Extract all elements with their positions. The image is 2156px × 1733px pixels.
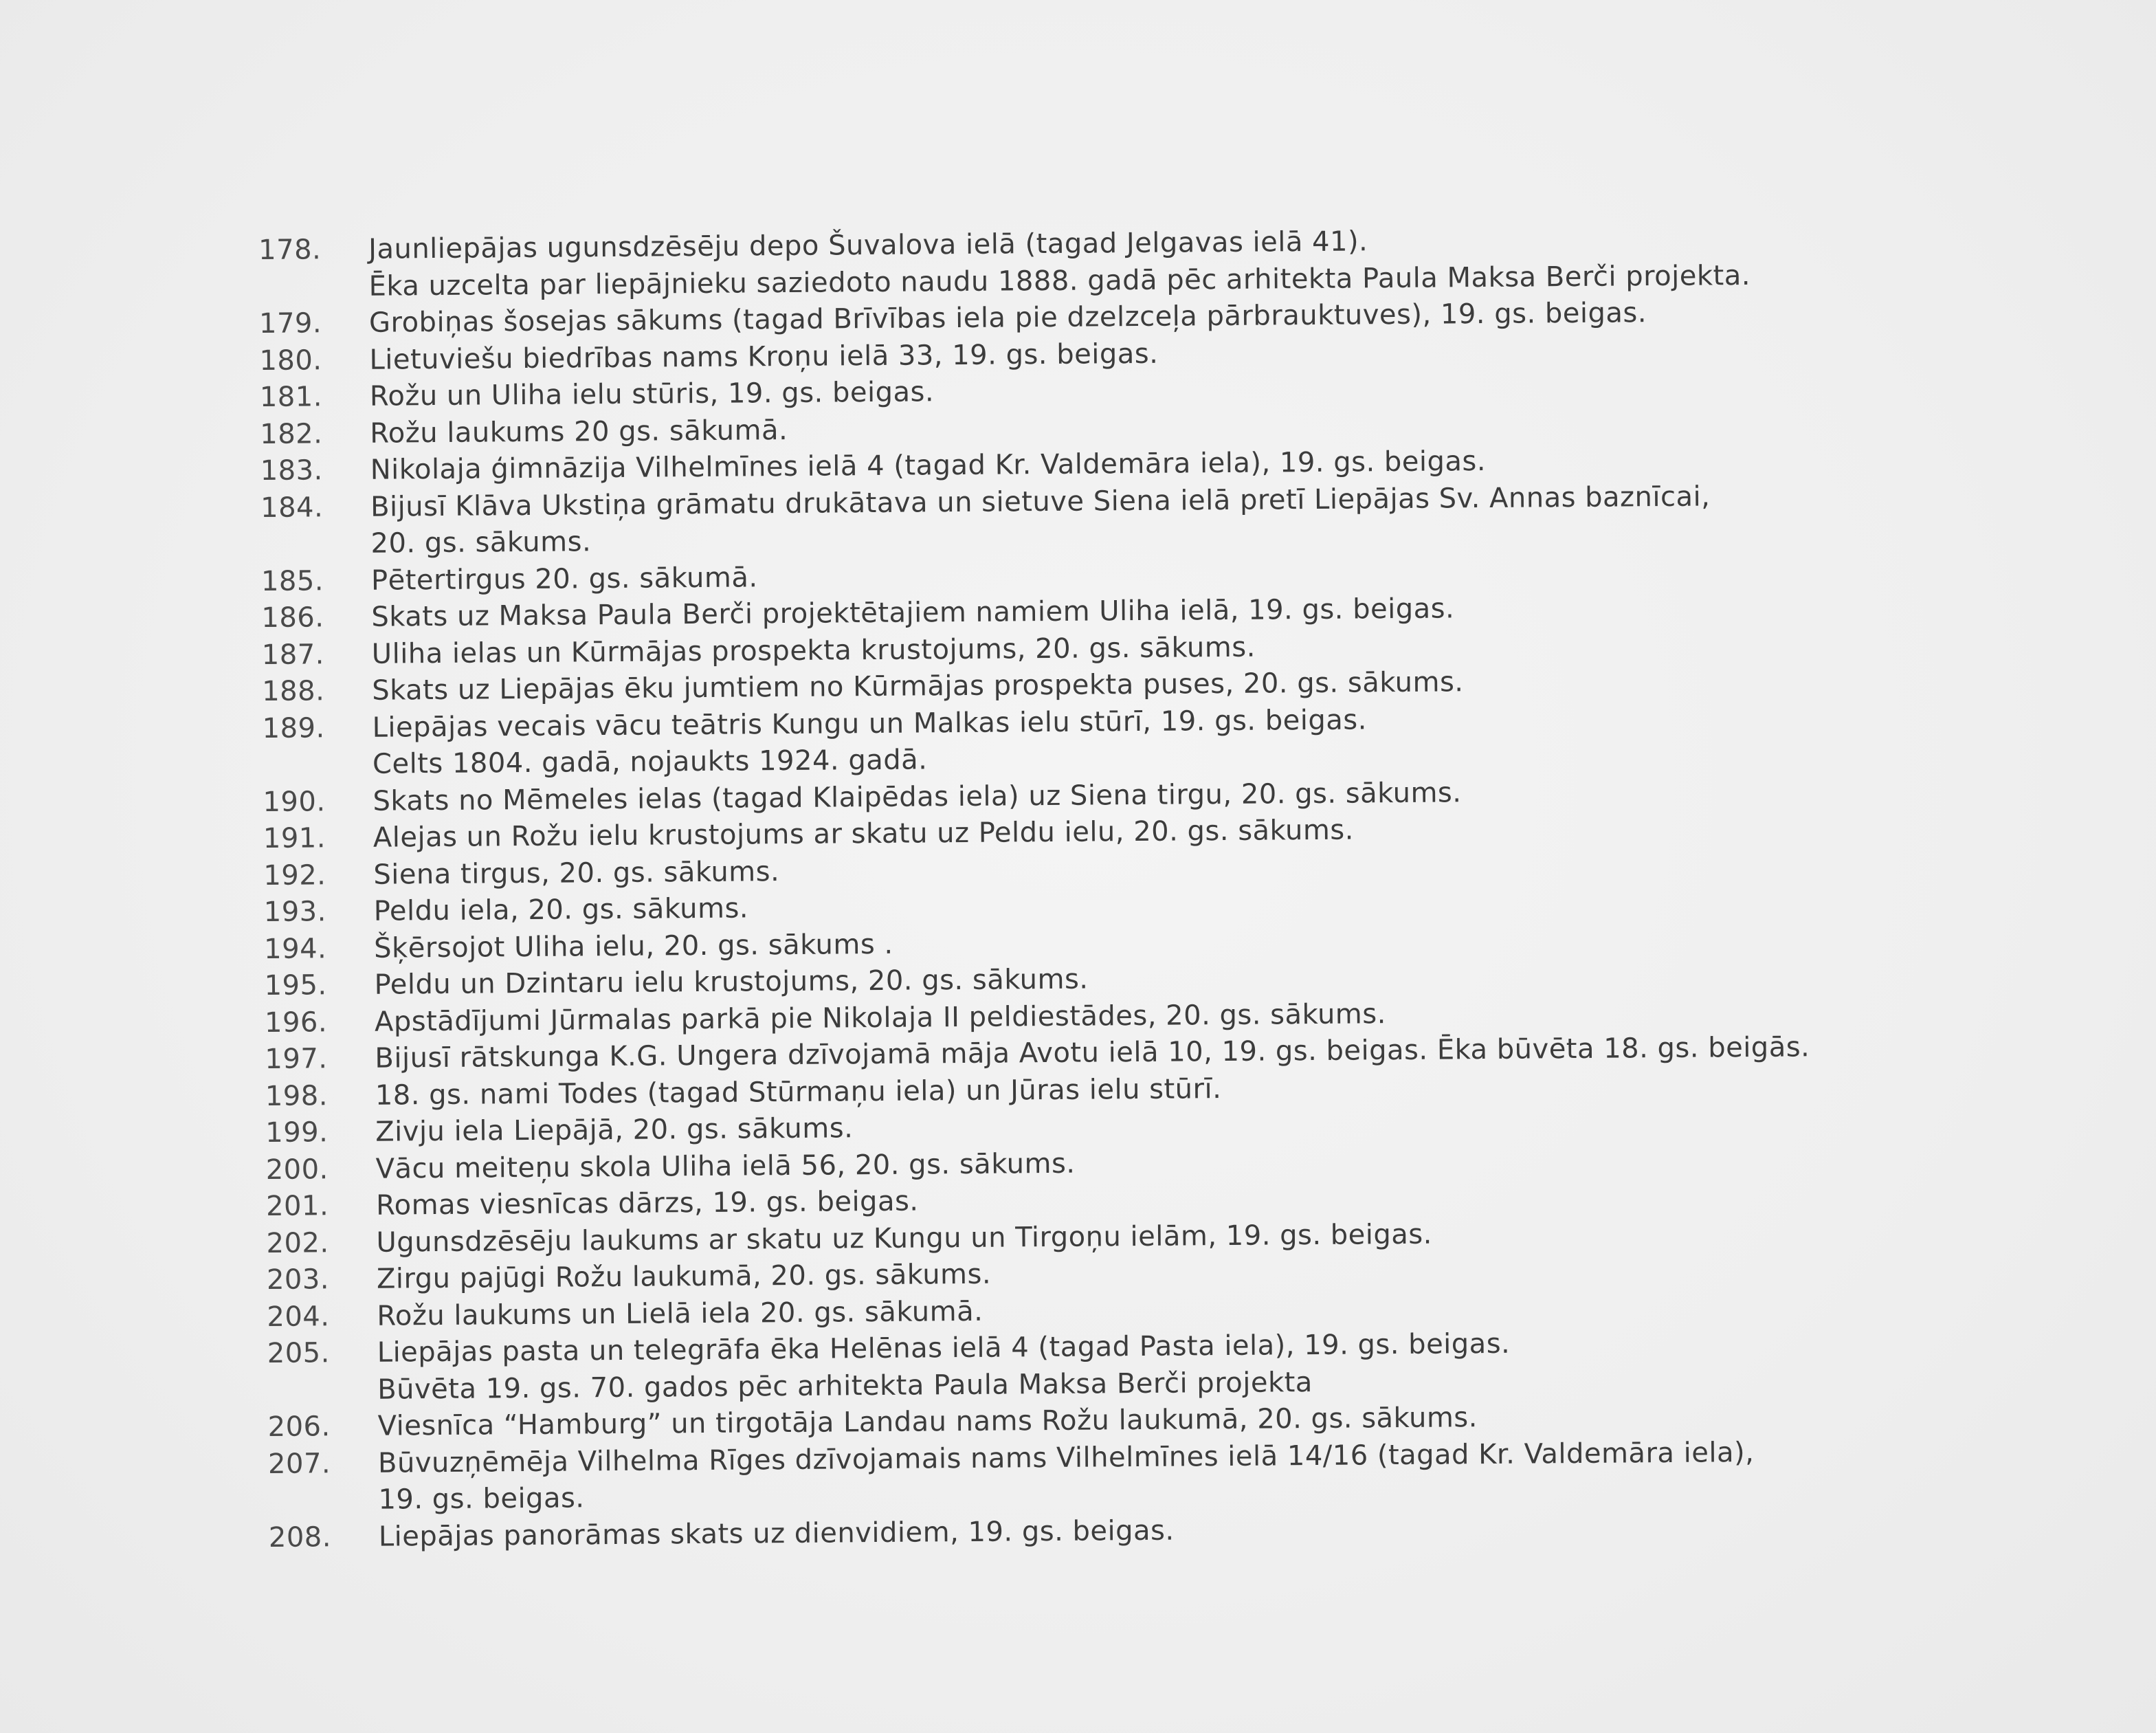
caption-line: Vācu meiteņu skola Uliha ielā 56, 20. gs. sākums.: [375, 1147, 1076, 1185]
caption-number: 180.: [259, 344, 322, 377]
caption-number: 198.: [265, 1079, 329, 1112]
caption-line: Apstādījumi Jūrmalas parkā pie Nikolaja II peldiestādes, 20. gs. sākums.: [374, 997, 1387, 1038]
caption-line: Šķērsojot Uliha ielu, 20. gs. sākums .: [374, 928, 893, 964]
caption-number: 178.: [258, 234, 322, 266]
caption-line: Ugunsdzēsēju laukums ar skatu uz Kungu un Tirgoņu ielām, 19. gs. beigas.: [376, 1218, 1433, 1259]
caption-line: Uliha ielas un Kūrmājas prospekta krustojums, 20. gs. sākums.: [371, 631, 1256, 670]
caption-number: 188.: [262, 675, 325, 707]
caption-line: Siena tirgus, 20. gs. sākums.: [373, 855, 780, 891]
caption-number: 185.: [260, 564, 324, 597]
caption-list: [258, 219, 1918, 1556]
caption-line: Rožu laukums un Lielā iela 20. gs. sākumā.: [377, 1295, 983, 1332]
caption-entry: [267, 1323, 1918, 1409]
caption-number: 181.: [259, 381, 323, 413]
caption-line: Romas viesnīcas dārzs, 19. gs. beigas.: [375, 1185, 919, 1222]
caption-line: Liepājas pasta un telegrāfa ēka Helēnas ielā 4 (tagad Pasta iela), 19. gs. beigas.: [377, 1327, 1511, 1369]
caption-line: Celts 1804. gadā, nojaukts 1924. gadā.: [372, 744, 928, 780]
caption-line: Rožu un Uliha ielu stūris, 19. gs. beigas.: [369, 376, 935, 412]
caption-number: 194.: [264, 932, 327, 965]
caption-number: 195.: [264, 969, 327, 1002]
caption-entry: [268, 1433, 1918, 1520]
caption-number: 186.: [261, 601, 324, 634]
caption-text: [370, 477, 1911, 563]
caption-entry: [258, 219, 1909, 306]
caption-line: Jaunliepājas ugunsdzēsēju depo Šuvalova ielā (tagad Jelgavas ielā 41).: [368, 225, 1368, 265]
caption-line: Būvēta 19. gs. 70. gados pēc arhitekta Paula Maksa Berči projekta: [377, 1366, 1313, 1406]
caption-text: [378, 1433, 1918, 1519]
caption-line: Bijusī rātskunga K.G. Ungera dzīvojamā māja Avotu ielā 10, 19. gs. beigas. Ēka būvēta 18. gs. beigās.: [375, 1031, 1810, 1074]
caption-number: 208.: [268, 1521, 332, 1554]
caption-number: 203.: [266, 1263, 330, 1296]
caption-line: Liepājas panorāmas skats uz dienvidiem, 19. gs. beigas.: [378, 1514, 1175, 1553]
caption-line: 20. gs. sākums.: [370, 526, 592, 560]
caption-number: 193.: [263, 896, 327, 928]
caption-number: 183.: [260, 454, 323, 487]
caption-line: Alejas un Rožu ielu krustojums ar skatu uz Peldu ielu, 20. gs. sākums.: [373, 814, 1355, 854]
caption-line: Pētertirgus 20. gs. sākumā.: [370, 561, 758, 597]
caption-number: 190.: [263, 785, 326, 818]
caption-line: Zirgu pajūgi Rožu laukumā, 20. gs. sākums.: [376, 1258, 992, 1295]
caption-line: Skats uz Maksa Paula Berči projektētajiem namiem Uliha ielā, 19. gs. beigas.: [371, 593, 1455, 633]
caption-line: Peldu un Dzintaru ielu krustojums, 20. gs. sākums.: [374, 963, 1089, 1001]
caption-line: Liepājas vecais vācu teātris Kungu un Malkas ielu stūrī, 19. gs. beigas.: [372, 703, 1368, 744]
caption-number: 205.: [267, 1337, 331, 1369]
caption-line: Peldu iela, 20. gs. sākums.: [373, 892, 749, 927]
caption-number: 196.: [264, 1006, 328, 1039]
caption-number: 189.: [262, 711, 325, 744]
caption-line: Būvuzņēmēja Vilhelma Rīges dzīvojamais nams Vilhelmīnes ielā 14/16 (tagad Kr. Valdemāra iela),: [377, 1436, 1755, 1479]
caption-number: 197.: [265, 1043, 328, 1075]
caption-number: 191.: [263, 822, 326, 854]
caption-number: 201.: [265, 1190, 329, 1222]
caption-number: 206.: [267, 1411, 331, 1443]
caption-number: 184.: [260, 491, 324, 524]
caption-number: 192.: [263, 859, 326, 892]
caption-line: Grobiņas šosejas sākums (tagad Brīvības iela pie dzelzceļa pārbrauktuves), 19. gs. beigas.: [368, 297, 1647, 339]
caption-line: Lietuviešu biedrības nams Kroņu ielā 33, 19. gs. beigas.: [369, 338, 1159, 376]
caption-entry: [262, 698, 1912, 784]
caption-number: 204.: [267, 1300, 330, 1333]
caption-number: 179.: [258, 307, 322, 340]
caption-number: 199.: [265, 1116, 329, 1149]
caption-line: Bijusī Klāva Ukstiņa grāmatu drukātava un sietuve Siena ielā pretī Liepājas Sv. Annas baznīcai,: [370, 480, 1711, 523]
caption-line: 18. gs. nami Todes (tagad Stūrmaņu iela) un Jūras ielu stūrī.: [375, 1072, 1222, 1112]
caption-text: [377, 1323, 1918, 1409]
caption-line: Ēka uzcelta par liepājnieku saziedoto naudu 1888. gadā pēc arhitekta Paula Maksa Berči projekta.: [368, 259, 1751, 302]
caption-number: 182.: [260, 417, 323, 450]
caption-number: 187.: [261, 638, 325, 671]
caption-text: [372, 698, 1912, 784]
caption-entry: [260, 477, 1911, 564]
caption-line: Skats no Mēmeles ielas (tagad Klaipēdas iela) uz Siena tirgu, 20. gs. sākums.: [373, 776, 1462, 817]
caption-line: Skats uz Liepājas ēku jumtiem no Kūrmājas prospekta puses, 20. gs. sākums.: [372, 666, 1464, 707]
caption-line: 19. gs. beigas.: [378, 1482, 585, 1516]
caption-number: 202.: [266, 1226, 329, 1259]
caption-line: Rožu laukums 20 gs. sākumā.: [370, 414, 788, 450]
caption-text: [368, 219, 1909, 305]
caption-line: Nikolaja ģimnāzija Vilhelmīnes ielā 4 (tagad Kr. Valdemāra iela), 19. gs. beigas.: [370, 445, 1487, 486]
caption-line: Zivju iela Liepājā, 20. gs. sākums.: [375, 1112, 854, 1148]
caption-number: 200.: [265, 1153, 329, 1186]
caption-line: Viesnīca “Hamburg” un tirgotāja Landau nams Rožu laukumā, 20. gs. sākums.: [377, 1402, 1478, 1442]
caption-number: 207.: [267, 1447, 331, 1480]
